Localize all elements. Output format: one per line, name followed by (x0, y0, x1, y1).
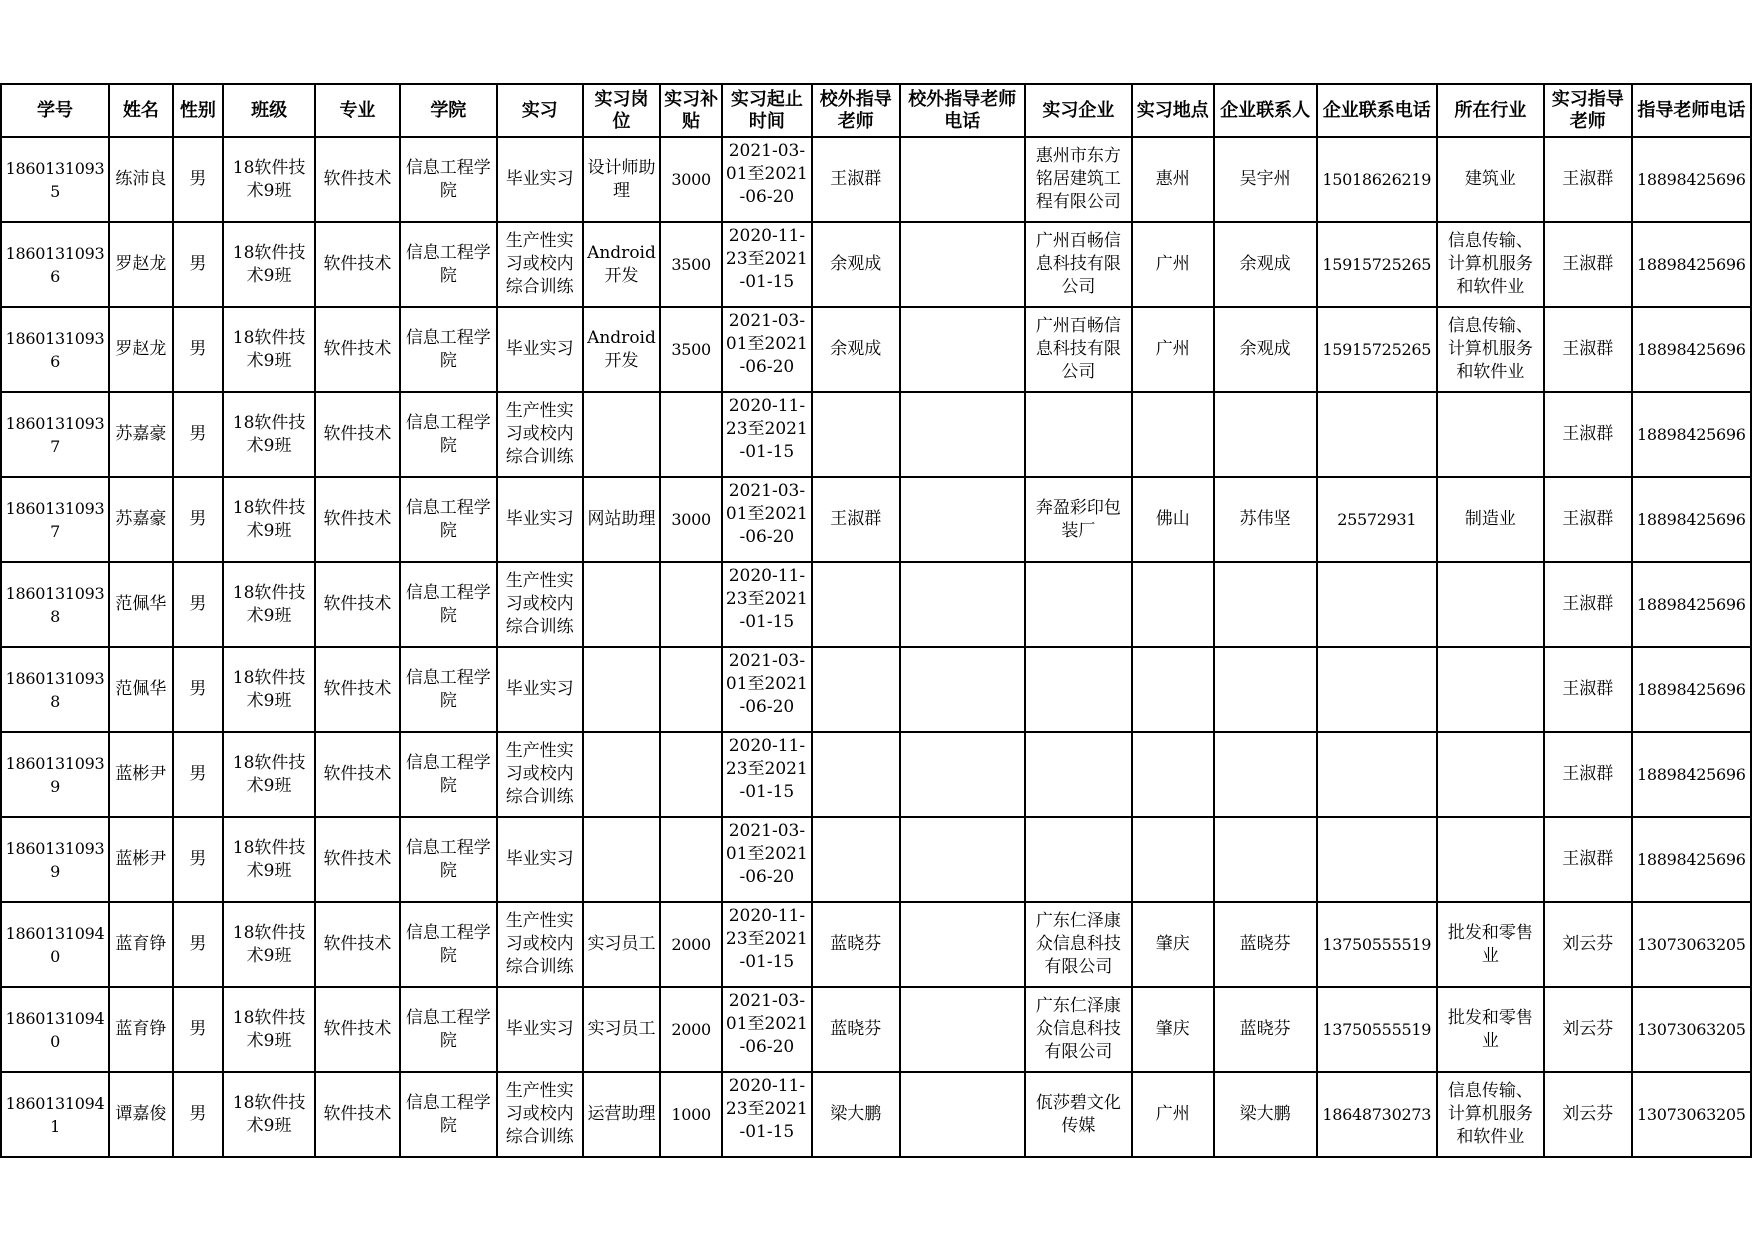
table-cell: 王淑群 (1544, 137, 1632, 222)
table-cell: 18898425696 (1632, 817, 1751, 902)
table-cell: 18898425696 (1632, 392, 1751, 477)
table-cell: 广州百畅信息科技有限公司 (1025, 222, 1132, 307)
table-cell: 软件技术 (315, 647, 400, 732)
table-cell: 男 (173, 222, 223, 307)
table-cell: 毕业实习 (497, 307, 583, 392)
table-cell: 苏嘉豪 (109, 477, 173, 562)
period-text: 2021-03-01至2021-06-20 (725, 481, 808, 547)
table-cell (1317, 732, 1437, 817)
table-cell: 广东仁泽康众信息科技有限公司 (1025, 987, 1132, 1072)
table-cell (1317, 647, 1437, 732)
table-cell: 练沛良 (109, 137, 173, 222)
table-cell: 蓝晓芬 (812, 987, 900, 1072)
table-cell: 王淑群 (812, 477, 900, 562)
table-cell: 信息工程学院 (400, 307, 497, 392)
table-cell: 刘云芬 (1544, 902, 1632, 987)
table-cell: 软件技术 (315, 902, 400, 987)
table-cell: 苏伟坚 (1214, 477, 1317, 562)
table-cell: 13073063205 (1632, 987, 1751, 1072)
table-cell: 毕业实习 (497, 137, 583, 222)
table-cell: 肇庆 (1132, 987, 1214, 1072)
col-header-college: 学院 (400, 84, 497, 137)
table-cell (1214, 392, 1317, 477)
period-text: 2021-03-01至2021-06-20 (725, 991, 808, 1057)
table-cell: 18软件技术9班 (223, 987, 315, 1072)
table-cell: 蓝彬尹 (109, 732, 173, 817)
table-cell: 男 (173, 817, 223, 902)
table-cell (900, 222, 1025, 307)
table-cell (900, 647, 1025, 732)
table-cell: 广州百畅信息科技有限公司 (1025, 307, 1132, 392)
table-cell: 蓝晓芬 (1214, 987, 1317, 1072)
table-cell (1317, 392, 1437, 477)
table-cell: 信息工程学院 (400, 902, 497, 987)
table-cell: 18601310940 (1, 987, 109, 1072)
period-text: 2021-03-01至2021-06-20 (725, 141, 808, 207)
table-cell: 男 (173, 562, 223, 647)
table-cell: 男 (173, 307, 223, 392)
table-cell: 15915725265 (1317, 222, 1437, 307)
table-cell (1132, 562, 1214, 647)
table-cell (722, 647, 812, 732)
table-cell: 生产性实习或校内综合训练 (497, 222, 583, 307)
table-cell (900, 137, 1025, 222)
table-cell (812, 732, 900, 817)
table-cell: 18898425696 (1632, 222, 1751, 307)
col-header-position: 实习岗位 (583, 84, 661, 137)
table-row (1, 987, 1751, 1072)
table-cell (660, 732, 722, 817)
table-cell: 毕业实习 (497, 987, 583, 1072)
table-cell: 实习员工 (583, 902, 661, 987)
table-cell: 男 (173, 732, 223, 817)
table-cell: 信息工程学院 (400, 817, 497, 902)
table-cell (722, 562, 812, 647)
table-cell: 王淑群 (1544, 477, 1632, 562)
table-cell: 王淑群 (1544, 817, 1632, 902)
internship-table (0, 83, 1752, 1158)
table-cell: 范佩华 (109, 562, 173, 647)
table-cell (660, 647, 722, 732)
table-cell: 余观成 (812, 307, 900, 392)
table-cell (900, 1072, 1025, 1157)
period-text: 2020-11-23至2021-01-15 (725, 1076, 808, 1142)
table-cell: 生产性实习或校内综合训练 (497, 902, 583, 987)
table-cell: 罗赵龙 (109, 307, 173, 392)
table-cell (1214, 647, 1317, 732)
period-text: 2020-11-23至2021-01-15 (725, 906, 808, 972)
table-cell: 男 (173, 477, 223, 562)
table-cell: 制造业 (1437, 477, 1544, 562)
table-cell: 软件技术 (315, 987, 400, 1072)
table-cell: 男 (173, 1072, 223, 1157)
period-text: 2020-11-23至2021-01-15 (725, 566, 808, 632)
table-cell: 信息工程学院 (400, 732, 497, 817)
table-cell (660, 392, 722, 477)
col-header-location: 实习地点 (1132, 84, 1214, 137)
table-cell (1214, 817, 1317, 902)
table-cell: 蓝彬尹 (109, 817, 173, 902)
table-cell: 惠州 (1132, 137, 1214, 222)
table-cell: 软件技术 (315, 307, 400, 392)
table-cell: 1000 (660, 1072, 722, 1157)
table-cell (812, 647, 900, 732)
table-cell: 18601310936 (1, 307, 109, 392)
table-cell: 软件技术 (315, 137, 400, 222)
table-cell: 王淑群 (812, 137, 900, 222)
table-cell (722, 902, 812, 987)
table-cell: 生产性实习或校内综合训练 (497, 1072, 583, 1157)
table-cell: 广东仁泽康众信息科技有限公司 (1025, 902, 1132, 987)
table-cell: 18601310936 (1, 222, 109, 307)
col-header-tutor: 实习指导老师 (1544, 84, 1632, 137)
table-cell: 生产性实习或校内综合训练 (497, 732, 583, 817)
table-cell: 信息传输、计算机服务和软件业 (1437, 307, 1544, 392)
table-cell (1214, 732, 1317, 817)
table-cell (1025, 817, 1132, 902)
table-cell: 18601310938 (1, 647, 109, 732)
table-cell (1437, 732, 1544, 817)
table-cell: 2000 (660, 987, 722, 1072)
table-cell (1437, 562, 1544, 647)
table-row (1, 647, 1751, 732)
table-cell (583, 817, 661, 902)
table-cell: 王淑群 (1544, 732, 1632, 817)
col-header-subsidy: 实习补贴 (660, 84, 722, 137)
table-cell: 王淑群 (1544, 222, 1632, 307)
table-cell: 男 (173, 647, 223, 732)
table-row (1, 222, 1751, 307)
table-cell: 软件技术 (315, 392, 400, 477)
table-cell (583, 392, 661, 477)
table-cell: 18898425696 (1632, 647, 1751, 732)
table-cell (1437, 647, 1544, 732)
table-cell: 13750555519 (1317, 987, 1437, 1072)
table-cell: 18601310937 (1, 392, 109, 477)
table-cell: 18软件技术9班 (223, 732, 315, 817)
table-cell: 广州 (1132, 222, 1214, 307)
table-cell: 信息传输、计算机服务和软件业 (1437, 222, 1544, 307)
table-cell (722, 137, 812, 222)
col-header-internship-type: 实习 (497, 84, 583, 137)
table-cell: 18898425696 (1632, 307, 1751, 392)
table-cell: 信息工程学院 (400, 647, 497, 732)
table-row (1, 732, 1751, 817)
table-cell: 18软件技术9班 (223, 647, 315, 732)
table-cell: 梁大鹏 (1214, 1072, 1317, 1157)
table-cell: 蓝晓芬 (1214, 902, 1317, 987)
table-row (1, 562, 1751, 647)
table-cell: 余观成 (812, 222, 900, 307)
col-header-period: 实习起止时间 (722, 84, 812, 137)
table-cell: 佤莎碧文化传媒 (1025, 1072, 1132, 1157)
table-cell: 13073063205 (1632, 902, 1751, 987)
table-cell (1437, 392, 1544, 477)
table-cell (583, 732, 661, 817)
table-cell: 余观成 (1214, 307, 1317, 392)
col-header-class: 班级 (223, 84, 315, 137)
table-cell: 18软件技术9班 (223, 1072, 315, 1157)
table-cell: 信息工程学院 (400, 987, 497, 1072)
table-cell: 男 (173, 137, 223, 222)
table-cell: 男 (173, 902, 223, 987)
table-cell: 蓝育铮 (109, 902, 173, 987)
table-cell (722, 222, 812, 307)
table-cell: 余观成 (1214, 222, 1317, 307)
table-cell: 18648730273 (1317, 1072, 1437, 1157)
table-cell: 罗赵龙 (109, 222, 173, 307)
table-cell: 软件技术 (315, 222, 400, 307)
table-cell: 13073063205 (1632, 1072, 1751, 1157)
table-cell: 毕业实习 (497, 477, 583, 562)
table-cell (1025, 562, 1132, 647)
table-cell: 信息工程学院 (400, 392, 497, 477)
table-cell: 信息工程学院 (400, 477, 497, 562)
table-cell: 苏嘉豪 (109, 392, 173, 477)
table-cell (900, 392, 1025, 477)
table-cell (1025, 647, 1132, 732)
table-cell (1437, 817, 1544, 902)
table-row (1, 307, 1751, 392)
table-cell: 佛山 (1132, 477, 1214, 562)
table-cell: 刘云芬 (1544, 1072, 1632, 1157)
table-cell: 谭嘉俊 (109, 1072, 173, 1157)
table-cell: 信息工程学院 (400, 222, 497, 307)
table-cell: 18软件技术9班 (223, 137, 315, 222)
table-cell (583, 562, 661, 647)
table-cell (900, 307, 1025, 392)
table-cell: 13750555519 (1317, 902, 1437, 987)
table-cell (812, 562, 900, 647)
table-row (1, 477, 1751, 562)
table-cell (812, 392, 900, 477)
table-cell: 蓝晓芬 (812, 902, 900, 987)
col-header-gender: 性别 (173, 84, 223, 137)
table-cell: 15915725265 (1317, 307, 1437, 392)
table-cell (660, 562, 722, 647)
table-cell: 设计师助理 (583, 137, 661, 222)
table-cell (722, 1072, 812, 1157)
table-cell: 软件技术 (315, 1072, 400, 1157)
table-cell (1214, 562, 1317, 647)
header-row (1, 84, 1751, 137)
table-cell: 18898425696 (1632, 477, 1751, 562)
table-cell: 王淑群 (1544, 392, 1632, 477)
table-cell (1132, 392, 1214, 477)
table-cell (722, 307, 812, 392)
table-cell: 肇庆 (1132, 902, 1214, 987)
table-cell: 网站助理 (583, 477, 661, 562)
table-cell: 运营助理 (583, 1072, 661, 1157)
table-cell (660, 817, 722, 902)
table-cell: 3500 (660, 307, 722, 392)
table-cell: 刘云芬 (1544, 987, 1632, 1072)
table-cell: 软件技术 (315, 562, 400, 647)
table-cell: 软件技术 (315, 732, 400, 817)
period-text: 2020-11-23至2021-01-15 (725, 736, 808, 802)
table-cell: 吴宇州 (1214, 137, 1317, 222)
table-cell: 18软件技术9班 (223, 817, 315, 902)
table-cell: 男 (173, 392, 223, 477)
table-cell: 18601310940 (1, 902, 109, 987)
period-text: 2021-03-01至2021-06-20 (725, 651, 808, 717)
table-cell: 18601310937 (1, 477, 109, 562)
table-cell: 3000 (660, 477, 722, 562)
table-cell: 18软件技术9班 (223, 902, 315, 987)
table-cell: 15018626219 (1317, 137, 1437, 222)
table-cell: 18软件技术9班 (223, 392, 315, 477)
table-cell: 广州 (1132, 1072, 1214, 1157)
period-text: 2020-11-23至2021-01-15 (725, 226, 808, 292)
table-cell: 批发和零售业 (1437, 987, 1544, 1072)
table-cell: 信息工程学院 (400, 1072, 497, 1157)
table-cell (1132, 647, 1214, 732)
table-cell (722, 477, 812, 562)
table-cell (1132, 732, 1214, 817)
table-cell: 18898425696 (1632, 137, 1751, 222)
col-header-student-id: 学号 (1, 84, 109, 137)
col-header-major: 专业 (315, 84, 400, 137)
table-cell (722, 817, 812, 902)
table-cell: 信息工程学院 (400, 137, 497, 222)
table-cell: 建筑业 (1437, 137, 1544, 222)
col-header-external-tutor: 校外指导老师 (812, 84, 900, 137)
table-row (1, 817, 1751, 902)
table-cell (900, 902, 1025, 987)
table-cell: 18601310941 (1, 1072, 109, 1157)
table-row (1, 1072, 1751, 1157)
table-cell: 男 (173, 987, 223, 1072)
col-header-company: 实习企业 (1025, 84, 1132, 137)
table-cell: 梁大鹏 (812, 1072, 900, 1157)
col-header-industry: 所在行业 (1437, 84, 1544, 137)
period-text: 2021-03-01至2021-06-20 (725, 311, 808, 377)
table-row (1, 902, 1751, 987)
period-text: 2020-11-23至2021-01-15 (725, 396, 808, 462)
table-cell: 生产性实习或校内综合训练 (497, 392, 583, 477)
table-cell: Android开发 (583, 222, 661, 307)
table-cell: 王淑群 (1544, 307, 1632, 392)
table-cell (722, 732, 812, 817)
period-text: 2021-03-01至2021-06-20 (725, 821, 808, 887)
col-header-company-phone: 企业联系电话 (1317, 84, 1437, 137)
table-cell: 王淑群 (1544, 647, 1632, 732)
table-cell: 毕业实习 (497, 647, 583, 732)
table-cell: 惠州市东方铭居建筑工程有限公司 (1025, 137, 1132, 222)
table-cell: 蓝育铮 (109, 987, 173, 1072)
table-cell (900, 732, 1025, 817)
table-cell (1317, 817, 1437, 902)
table-cell: 3500 (660, 222, 722, 307)
table-cell: 18898425696 (1632, 732, 1751, 817)
table-cell (1317, 562, 1437, 647)
table-cell: 软件技术 (315, 477, 400, 562)
table-cell (900, 562, 1025, 647)
table-row (1, 137, 1751, 222)
table-cell (1025, 732, 1132, 817)
table-cell: 3000 (660, 137, 722, 222)
table-cell: 批发和零售业 (1437, 902, 1544, 987)
col-header-external-tutor-phone: 校外指导老师电话 (900, 84, 1025, 137)
table-cell: 18软件技术9班 (223, 307, 315, 392)
table-cell: 18601310938 (1, 562, 109, 647)
table-cell: 生产性实习或校内综合训练 (497, 562, 583, 647)
col-header-tutor-phone: 指导老师电话 (1632, 84, 1751, 137)
table-cell: 18软件技术9班 (223, 477, 315, 562)
table-cell: Android开发 (583, 307, 661, 392)
table-cell: 信息传输、计算机服务和软件业 (1437, 1072, 1544, 1157)
table-cell: 18898425696 (1632, 562, 1751, 647)
table-cell (1025, 392, 1132, 477)
table-cell (722, 987, 812, 1072)
table-cell (812, 817, 900, 902)
table-cell: 2000 (660, 902, 722, 987)
col-header-company-contact: 企业联系人 (1214, 84, 1317, 137)
table-cell (900, 987, 1025, 1072)
table-cell: 18601310939 (1, 817, 109, 902)
table-cell: 18软件技术9班 (223, 222, 315, 307)
table-cell (722, 392, 812, 477)
table-cell: 25572931 (1317, 477, 1437, 562)
table-cell: 实习员工 (583, 987, 661, 1072)
table-row (1, 392, 1751, 477)
table-cell (900, 477, 1025, 562)
table-cell: 18601310939 (1, 732, 109, 817)
table-cell: 18软件技术9班 (223, 562, 315, 647)
table-cell (900, 817, 1025, 902)
table-cell: 毕业实习 (497, 817, 583, 902)
col-header-name: 姓名 (109, 84, 173, 137)
table-cell: 奔盈彩印包装厂 (1025, 477, 1132, 562)
table-cell: 广州 (1132, 307, 1214, 392)
table-cell: 范佩华 (109, 647, 173, 732)
table-cell: 信息工程学院 (400, 562, 497, 647)
table-cell: 软件技术 (315, 817, 400, 902)
table-cell (1132, 817, 1214, 902)
table-cell: 王淑群 (1544, 562, 1632, 647)
table-cell: 18601310935 (1, 137, 109, 222)
table-cell (583, 647, 661, 732)
